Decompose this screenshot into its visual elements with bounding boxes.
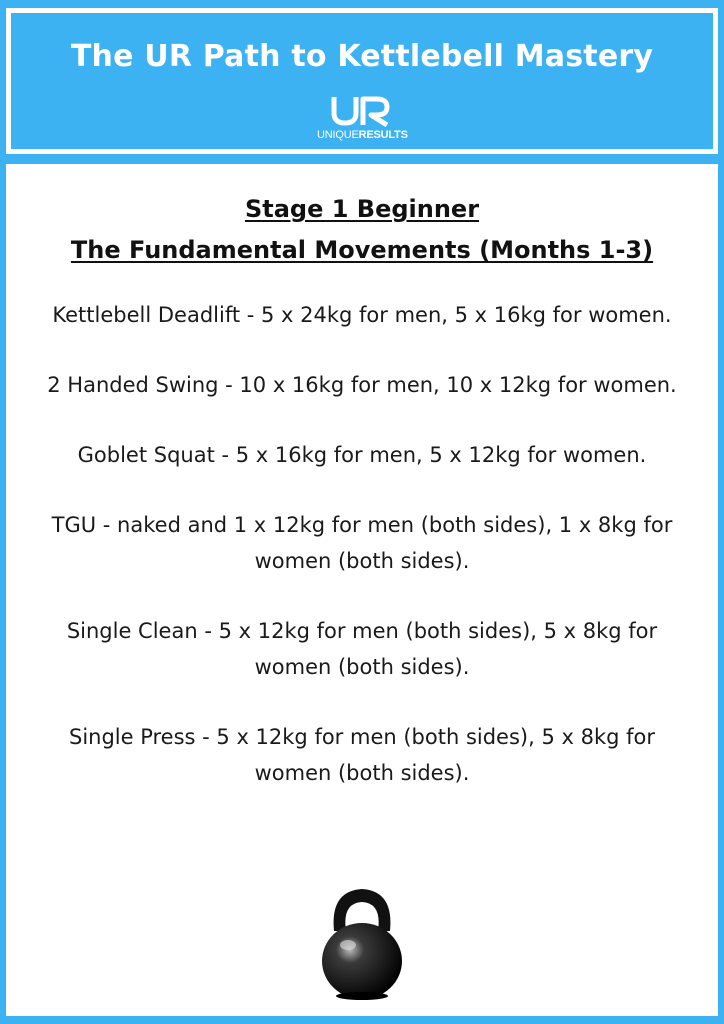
ur-logo-icon [331,95,393,127]
kettlebell-icon [312,883,412,1007]
stage-heading-line1: Stage 1 Beginner [244,195,480,223]
exercise-item: Single Clean - 5 x 12kg for men (both sides), 5 x 8kg for women (both sides). [66,619,658,679]
brand-logo-text: UNIQUERESULTS [317,129,408,141]
exercise-item: Single Press - 5 x 12kg for men (both sides), 5 x 8kg for women (both sides). [68,725,655,785]
stage-heading-line2: The Fundamental Movements (Months 1-3) [70,236,654,264]
stage-heading [13,189,711,271]
exercise-item: Goblet Squat - 5 x 16kg for men, 5 x 12kg for women. [77,443,647,467]
header-banner [6,8,718,154]
exercise-item: TGU - naked and 1 x 12kg for men (both sides), 1 x 8kg for women (both sides). [51,513,673,573]
brand-logo [317,95,407,145]
content-panel [6,164,718,1016]
exercise-item: Kettlebell Deadlift - 5 x 24kg for men, 5 x 16kg for women. [52,303,672,327]
page-title: The UR Path to Kettlebell Mastery [70,39,654,74]
exercise-list [43,297,681,825]
exercise-item: 2 Handed Swing - 10 x 16kg for men, 10 x 12kg for women. [47,373,677,397]
